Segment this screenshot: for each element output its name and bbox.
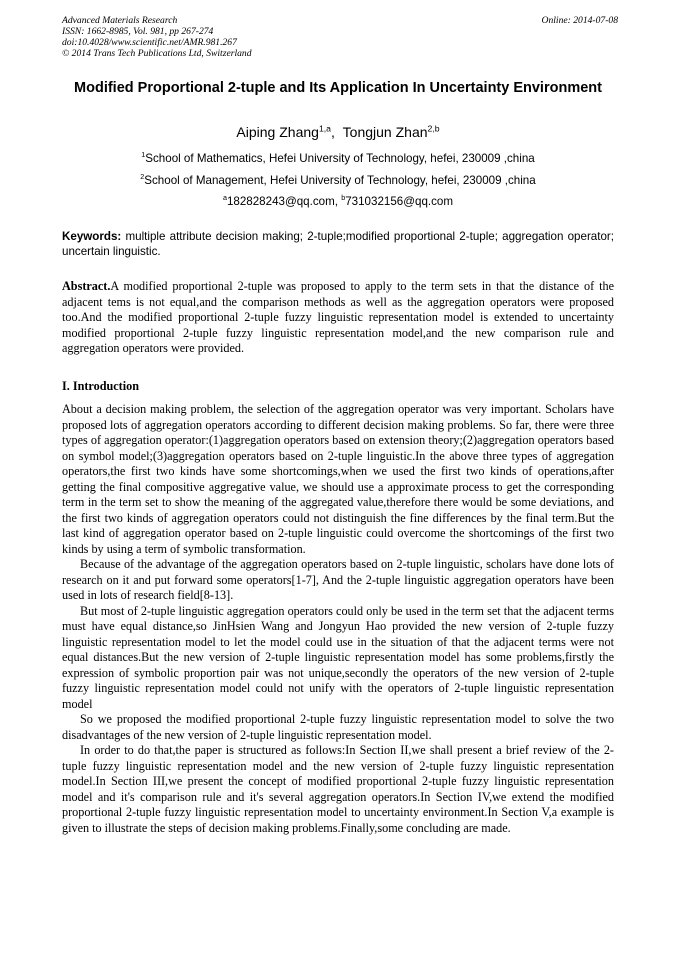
keywords-label: Keywords: — [62, 230, 122, 243]
email-line — [62, 195, 614, 209]
email-text: 731032156@qq.com — [345, 195, 454, 208]
journal-name: Advanced Materials Research — [62, 15, 178, 26]
author-superscript: 1,a — [318, 123, 331, 134]
affiliation-text: School of Mathematics, Hefei University of Technology, hefei, 230009 ,china — [145, 152, 535, 165]
journal-info — [62, 15, 618, 59]
affiliation-text: School of Management, Hefei University of Technology, hefei, 230009 ,china — [144, 174, 536, 187]
email-superscript: b — [341, 193, 346, 203]
affiliation-superscript: 1 — [141, 150, 146, 160]
abstract-text: A modified proportional 2-tuple was proposed to apply to the term sets in that the distance of the adjacent tems is not equal,and the comparison methods as well as the aggregation operators were proposed too.And the modified proportional 2-tuple fuzzy linguistic representation model is extended to uncertainty modified proportional 2-tuple fuzzy linguistic representation model,and the new comparison rule and aggregation operators were provided. — [62, 279, 614, 355]
copyright-line: © 2014 Trans Tech Publications Ltd, Switzerland — [62, 48, 252, 59]
affiliation-1 — [62, 152, 614, 166]
author-line — [62, 124, 614, 141]
paragraph: So we proposed the modified proportional 2-tuple fuzzy linguistic representation model to solve the two disadvantages of the new version of 2-tuple linguistic representation model. — [62, 712, 614, 742]
author-separator: , — [331, 124, 335, 140]
email-superscript: a — [222, 193, 227, 203]
affiliation-superscript: 2 — [140, 172, 145, 182]
paragraph: About a decision making problem, the selection of the aggregation operator was very important. Scholars have proposed lots of aggregation operators according to different decision making problems. So far, there were three types of aggregation operator:(1)aggregation operators based on extension theory;(2)aggregation operators based on symbol model;(3)aggregation operators based on 2-tuple linguistic.In the above three types of aggregation operators,the first two kinds have some shortcomings,when we used the first two kinds of operations,after getting the final compositive aggregative value, we should use a approximate process to get the corresponding term in the term set to show the meaning of the aggregated value,therefore there would be some deviations, and the first two kinds of aggregation operators could not distinguish the fine differences by the final term.But the last kind of aggregation operator based on 2-tuple linguistic could overcome the shortcomings of the first two kinds by using a term of symbolic transformation. — [62, 402, 614, 556]
journal-header — [62, 15, 618, 59]
issn-line: ISSN: 1662-8985, Vol. 981, pp 267-274 — [62, 26, 214, 37]
affiliation-2 — [62, 174, 614, 188]
paragraph: But most of 2-tuple linguistic aggregation operators could only be used in the term set that the adjacent terms must have equal distance,so JinHsien Wang and Jongyun Hao provided the new version of 2-tuple fuzzy linguistic representation model to let the model could use in the situation of that the adjacent terms were not equal distances.But the new version of 2-tuple linguistic representation model has some problems,firstly the expression of symbolic proportion pair was not unique,secondly the operators of the new version of 2-tuple fuzzy linguistic representation model could not unify with the operators of 2-tuple linguistic representation model — [62, 603, 614, 711]
paper-title: Modified Proportional 2-tuple and Its Application In Uncertainty Environment — [74, 80, 602, 96]
abstract-block — [62, 279, 614, 357]
abstract-label: Abstract. — [62, 279, 111, 293]
author-name: Tongjun Zhan — [342, 124, 428, 140]
keywords-block — [62, 229, 614, 259]
paragraph: In order to do that,the paper is structured as follows:In Section II,we shall present a brief review of the 2-tuple fuzzy linguistic representation model and the new version of 2-tuple fuzzy linguistic representation model.In Section III,we present the concept of modified proportional 2-tuple fuzzy linguistic representation model and it's comparison rule and it's several aggregation operators.In Section IV,we extend the modified proportional 2-tuple fuzzy linguistic representation model to uncertainty environment.In Section V,a example is given to illustrate the steps of decision making problems.Finally,some concluding are made. — [62, 743, 614, 835]
email-text: 182828243@qq.com, — [226, 195, 338, 208]
online-date: Online: 2014-07-08 — [541, 15, 618, 26]
author-superscript: 2,b — [427, 123, 440, 134]
keywords-text: multiple attribute decision making; 2-tuple;modified proportional 2-tuple; aggregation operator; uncertain linguistic. — [62, 230, 614, 258]
doi-line: doi:10.4028/www.scientific.net/AMR.981.267 — [62, 37, 237, 48]
author-name: Aiping Zhang — [236, 124, 319, 140]
section-heading: I. Introduction — [62, 379, 139, 393]
paragraph: Because of the advantage of the aggregation operators based on 2-tuple linguistic, scholars have done lots of research on it and put forward some operators[1-7], And the 2-tuple linguistic aggregation operators have been used in lots of research field[8-13]. — [62, 557, 614, 602]
introduction-body — [62, 402, 614, 836]
